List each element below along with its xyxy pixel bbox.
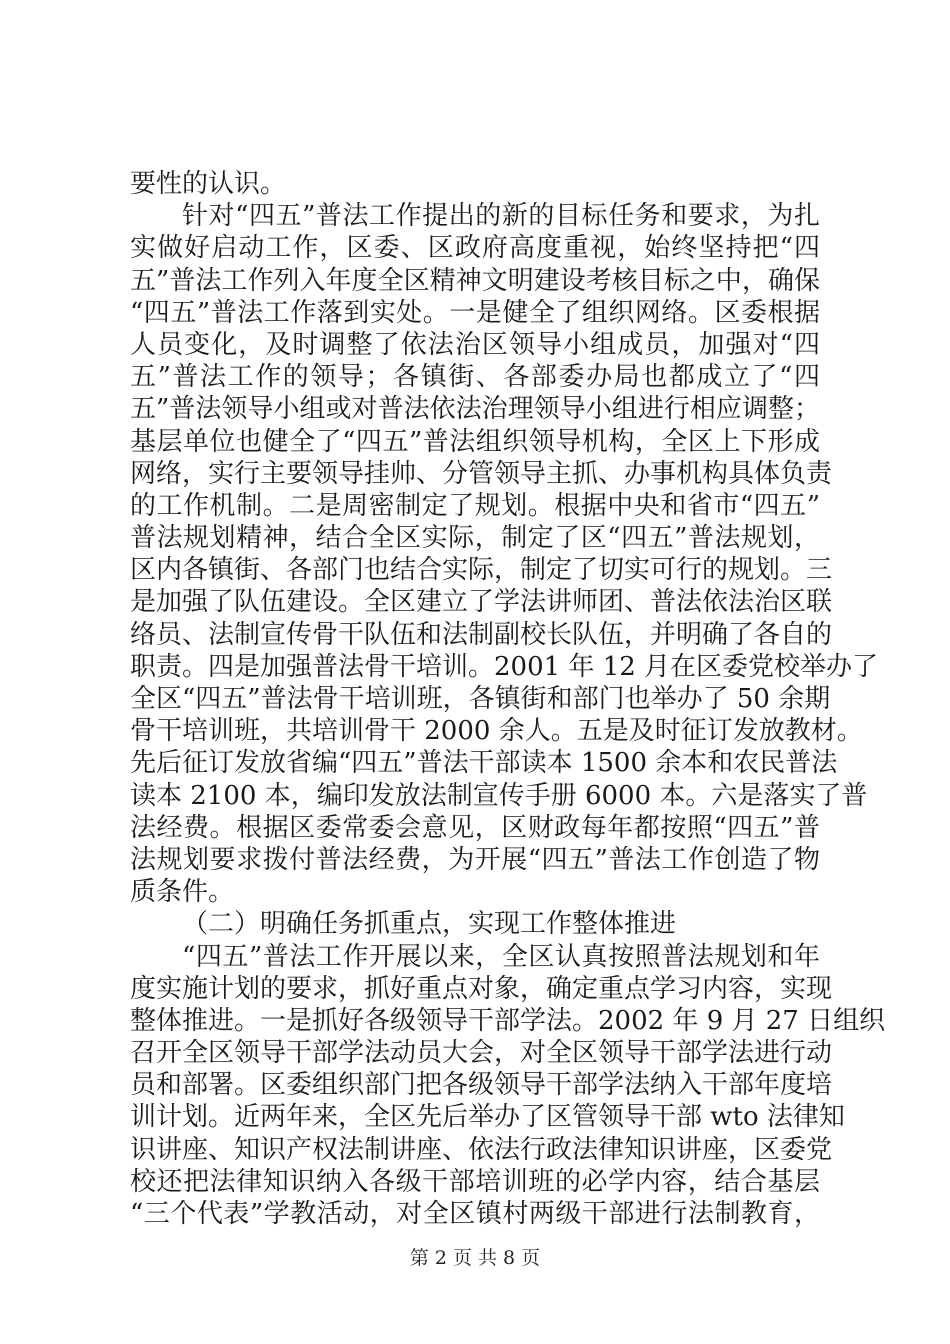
text-line: 识讲座、知识产权法制讲座、依法行政法律知识讲座，区委党: [130, 1134, 833, 1165]
text-line: 整体推进。一是抓好各级领导干部学法。2002 年 9 月 27 日组织: [130, 1005, 886, 1036]
text-line: 法经费。根据区委常委会意见，区财政每年都按照“四五”普: [130, 812, 820, 843]
text-line: 针对“四五”普法工作提出的新的目标任务和要求，为扎: [182, 201, 820, 232]
text-line: 网络，实行主要领导挂帅、分管领导主抓、办事机构具体负责: [130, 458, 833, 489]
text-line: 先后征订发放省编“四五”普法干部读本 1500 余本和农民普法: [130, 748, 838, 779]
text-line: 校还把法律知识纳入各级干部培训班的必学内容，结合基层: [130, 1166, 820, 1197]
text-line: 五”普法工作列入年度全区精神文明建设考核目标之中，确保: [130, 265, 820, 296]
text-line: 质条件。: [130, 877, 235, 908]
text-line: 络员、法制宣传骨干队伍和法制副校长队伍，并明确了各自的: [130, 619, 833, 650]
text-line: 要性的认识。: [130, 169, 287, 199]
text-line: 全区“四五”普法骨干培训班，各镇街和部门也举办了 50 余期: [130, 684, 831, 714]
text-line: 是加强了队伍建设。全区建立了学法讲师团、普法依法治区联: [130, 587, 833, 618]
text-line: 实做好启动工作，区委、区政府高度重视，始终坚持把“四: [130, 233, 820, 264]
page-footer: 第 2 页 共 8 页: [409, 1247, 541, 1269]
text-line: 训计划。近两年来，全区先后举办了区管领导干部 wto 法律知: [130, 1102, 845, 1133]
text-line: 人员变化，及时调整了依法治区领导小组成员，加强对“四: [130, 329, 820, 360]
text-line: 员和部署。区委组织部门把各级领导干部学法纳入干部年度培: [130, 1070, 833, 1101]
text-line: 的工作机制。二是周密制定了规划。根据中央和省市“四五”: [130, 490, 820, 521]
text-line: “四五”普法工作开展以来，全区认真按照普法规划和年: [182, 941, 820, 972]
text-line: 法规划要求拨付普法经费，为开展“四五”普法工作创造了物: [130, 844, 820, 875]
text-line: 普法规划精神，结合全区实际，制定了区“四五”普法规划，: [130, 523, 820, 554]
text-line: 骨干培训班，共培训骨干 2000 余人。五是及时征订发放教材。: [130, 716, 863, 747]
text-line: 区内各镇街、各部门也结合实际，制定了切实可行的规划。三: [130, 555, 833, 586]
text-line: 度实施计划的要求，抓好重点对象，确定重点学习内容，实现: [130, 973, 833, 1004]
document-body: [130, 168, 886, 1230]
text-line: 基层单位也健全了“四五”普法组织领导机构，全区上下形成: [130, 426, 820, 457]
text-line: “三个代表”学教活动，对全区镇村两级干部进行法制教育，: [130, 1199, 820, 1229]
text-line: 五”普法工作的领导；各镇街、各部委办局也都成立了“四: [130, 362, 820, 393]
text-line: 五”普法领导小组或对普法依法治理领导小组进行相应调整；: [130, 394, 820, 425]
text-line: 读本 2100 本，编印发放法制宣传手册 6000 本。六是落实了普: [130, 780, 868, 811]
text-line: （二）明确任务抓重点，实现工作整体推进: [182, 909, 677, 940]
text-line: 召开全区领导干部学法动员大会，对全区领导干部学法进行动: [130, 1038, 833, 1069]
text-line: 职责。四是加强普法骨干培训。2001 年 12 月在区委党校举办了: [130, 651, 879, 682]
text-line: “四五”普法工作落到实处。一是健全了组织网络。区委根据: [130, 297, 820, 328]
